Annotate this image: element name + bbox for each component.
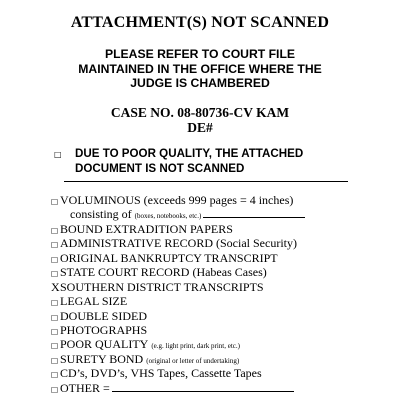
- checklist-item-extradition: [51, 222, 305, 236]
- checklist-item-surety-bond: [51, 352, 305, 366]
- checklist-item-state-court: [51, 265, 305, 279]
- checkbox-icon[interactable]: □: [51, 197, 59, 206]
- checklist-item-administrative: [51, 236, 305, 250]
- refer-line: PLEASE REFER TO COURT FILE: [104, 47, 296, 61]
- checklist-item-poor-quality: [51, 337, 305, 351]
- fill-in-blank[interactable]: [112, 381, 294, 392]
- poor-quality-notice: [54, 147, 303, 176]
- refer-line: MAINTAINED IN THE OFFICE WHERE THE: [78, 61, 322, 76]
- checkbox-icon[interactable]: □: [51, 370, 59, 380]
- item-label: ADMINISTRATIVE RECORD (Social Security): [60, 236, 297, 251]
- checkbox-icon[interactable]: □: [51, 355, 59, 365]
- checkbox-icon[interactable]: □: [51, 312, 59, 322]
- item-label: BOUND EXTRADITION PAPERS: [60, 221, 233, 236]
- notice-line: DUE TO POOR QUALITY, THE ATTACHED: [75, 147, 304, 160]
- item-note: (e.g. light print, dark print, etc.): [151, 342, 240, 351]
- refer-line: JUDGE IS CHAMBERED: [130, 76, 270, 90]
- notice-line: DOCUMENT IS NOT SCANNED: [75, 162, 245, 175]
- item-label: consisting of: [70, 207, 132, 222]
- checklist-item-bankruptcy: [51, 251, 305, 265]
- docket-entry: DE#: [187, 120, 213, 135]
- fill-in-blank[interactable]: [203, 207, 305, 218]
- item-label: OTHER =: [60, 380, 110, 395]
- checkbox-icon[interactable]: □: [54, 150, 62, 159]
- checked-x-icon[interactable]: X: [51, 279, 60, 294]
- checkbox-icon[interactable]: □: [51, 269, 59, 279]
- item-label: SOUTHERN DISTRICT TRANSCRIPTS: [60, 279, 264, 294]
- item-note: (boxes, notebooks, etc.): [134, 212, 202, 221]
- checklist-item-photographs: [51, 323, 305, 337]
- checklist-item-voluminous: [51, 193, 305, 207]
- attachment-checklist: [51, 193, 305, 395]
- item-label: POOR QUALITY: [60, 337, 149, 352]
- checklist-item-legal-size: [51, 294, 305, 308]
- item-label: CD’s, DVD’s, VHS Tapes, Cassette Tapes: [60, 366, 262, 381]
- checkbox-icon[interactable]: □: [51, 326, 59, 336]
- checkbox-icon[interactable]: □: [51, 298, 59, 308]
- checklist-item-other: [51, 381, 305, 395]
- item-label: DOUBLE SIDED: [60, 308, 147, 323]
- divider-line: [64, 181, 348, 182]
- case-number: CASE NO. 08-80736-CV KAM: [110, 105, 290, 120]
- checkbox-icon[interactable]: □: [51, 225, 59, 235]
- item-label: PHOTOGRAPHS: [60, 322, 148, 337]
- checkbox-icon[interactable]: □: [51, 341, 59, 351]
- document-title: ATTACHMENT(S) NOT SCANNED: [70, 14, 330, 31]
- item-label: ORIGINAL BANKRUPTCY TRANSCRIPT: [60, 250, 278, 265]
- checkbox-icon[interactable]: □: [51, 240, 59, 250]
- checklist-item-southern-district: [51, 280, 305, 294]
- checkbox-icon[interactable]: □: [51, 254, 59, 264]
- item-label: SURETY BOND: [60, 351, 144, 366]
- checklist-item-consisting-of: [51, 207, 305, 221]
- refer-instructions: [0, 47, 400, 91]
- item-label: STATE COURT RECORD (Habeas Cases): [60, 265, 267, 280]
- checklist-item-double-sided: [51, 309, 305, 323]
- case-block: [0, 105, 400, 135]
- item-note: (original or letter of undertaking): [146, 356, 240, 365]
- checklist-item-media: [51, 366, 305, 380]
- item-label: LEGAL SIZE: [60, 294, 128, 309]
- checkbox-icon[interactable]: □: [51, 384, 59, 394]
- item-label: VOLUMINOUS (exceeds 999 pages = 4 inches): [60, 193, 294, 207]
